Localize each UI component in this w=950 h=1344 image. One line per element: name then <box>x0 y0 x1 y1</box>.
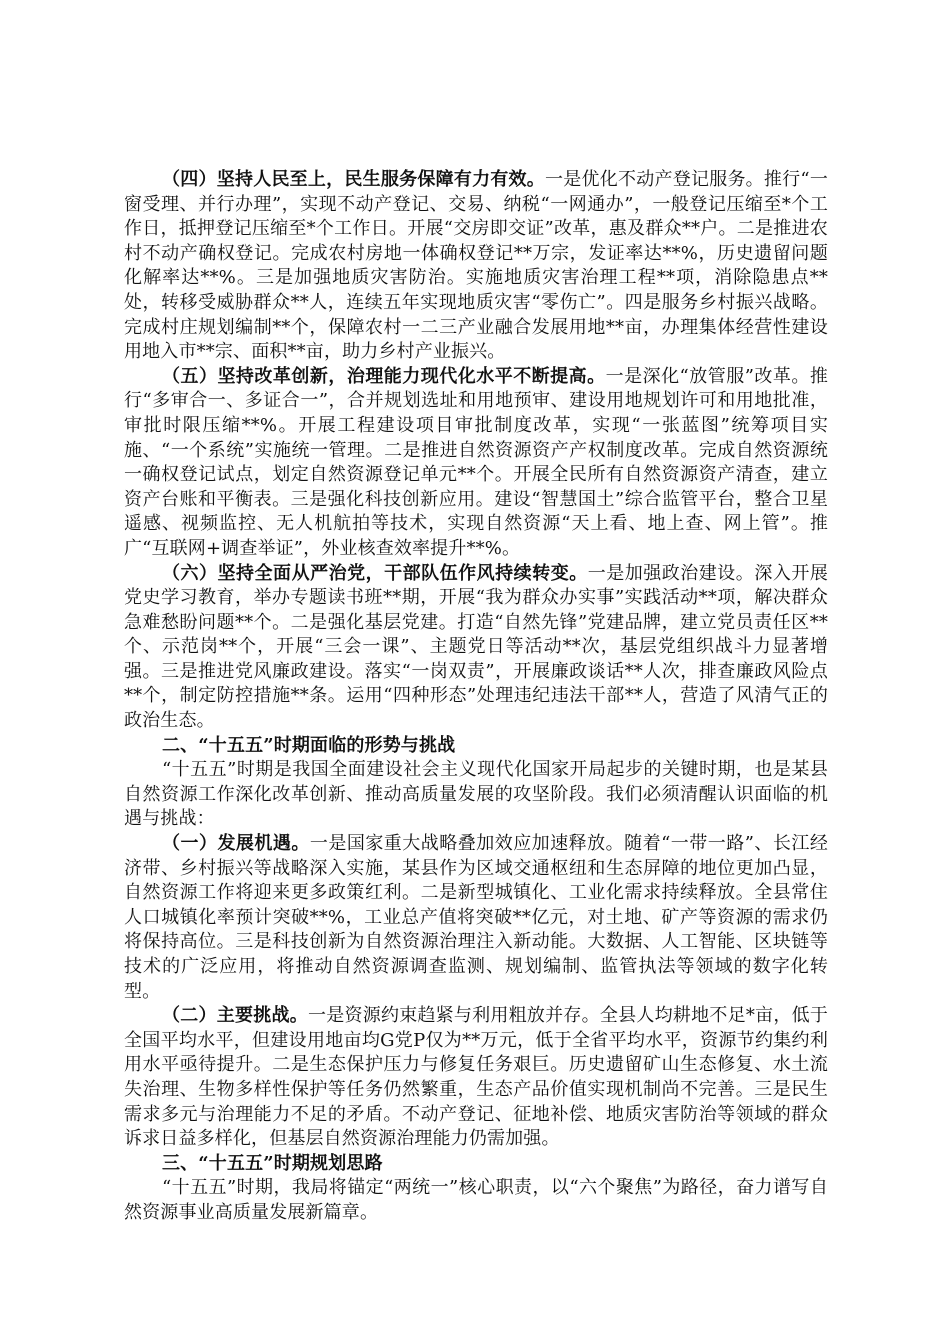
paragraph-section-4 <box>124 168 828 365</box>
paragraph-lead: （一）发展机遇。 <box>162 833 310 855</box>
paragraph-section-5 <box>124 365 828 562</box>
paragraph-challenges <box>124 1004 828 1152</box>
paragraph-text: 一是资源约束趋紧与利用粗放并存。全县人均耕地不足*亩，低于全国平均水平，但建设用地亩均G党P仅为**万元，低于全省平均水平，资源节约集约利用水平亟待提升。二是生态保护压力与修复任务艰巨。历史遗留矿山生态修复、水土流失治理、生物多样性保护等任务仍然繁重，生态产品价值实现机制尚不完善。三是民生需求多元与治理能力不足的矛盾。不动产登记、征地补偿、地质灾害防治等领域的群众诉求日益多样化，但基层自然资源治理能力仍需加强。 <box>124 1005 828 1150</box>
paragraph-text: 一是加强政治建设。深入开展党史学习教育，举办专题读书班**期，开展“我为群众办实事”实践活动**项，解决群众急难愁盼问题**个。二是强化基层党建。打造“自然先锋”党建品牌，建立党员责任区**个、示范岗**个，开展“三会一课”、主题党日等活动**次，基层党组织战斗力显著增强。三是推进党风廉政建设。落实“一岗双责”，开展廉政谈话**人次，排查廉政风险点**个，制定防控措施**条。运用“四种形态”处理违纪违法干部**人，营造了风清气正的政治生态。 <box>124 562 829 732</box>
paragraph-lead: （四）坚持人民至上，民生服务保障有力有效。 <box>162 169 546 190</box>
paragraph-lead: （二）主要挑战。 <box>162 1005 308 1027</box>
paragraph-lead: （六）坚持全面从严治党，干部队伍作风持续转变。 <box>162 562 588 584</box>
paragraph-intro-2 <box>124 758 828 832</box>
paragraph-text: “十五五”时期是我国全面建设社会主义现代化国家开局起步的关键时期，也是某县自然资源工作深化改革创新、推动高质量发展的攻坚阶段。我们必须清醒认识面临的机遇与挑战： <box>124 759 828 830</box>
document-body <box>124 168 828 1226</box>
paragraph-text: 一是深化“放管服”改革。推行“多审合一、多证合一”，合并规划选址和用地预审、建设用地规划许可和用地批准，审批时限压缩**%。开展工程建设项目审批制度改革，实现“一张蓝图”统筹项目实施、“一个系统”实施统一管理。二是推进自然资源资产产权制度改革。完成自然资源统一确权登记试点，划定自然资源登记单元**个。开展全民所有自然资源资产清查，建立资产台账和平衡表。三是强化科技创新应用。建设“智慧国土”综合监管平台，整合卫星遥感、视频监控、无人机航拍等技术，实现自然资源“天上看、地上查、网上管”。推广“互联网+调查举证”，外业核查效率提升**%。 <box>124 365 828 559</box>
paragraph-section-6 <box>124 562 828 734</box>
section-heading-3: 三、“十五五”时期规划思路 <box>162 1152 383 1174</box>
paragraph-text: 一是优化不动产登记服务。推行“一窗受理、并行办理”，实现不动产登记、交易、纳税“一网通办”，一般登记压缩至*个工作日，抵押登记压缩至*个工作日。开展“交房即交证”改革，惠及群众**户。二是推进农村不动产确权登记。完成农村房地一体确权登记**万宗，发证率达**%，历史遗留问题化解率达**%。三是加强地质灾害防治。实施地质灾害治理工程**项，消除隐患点**处，转移受威胁群众**人，连续五年实现地质灾害“零伤亡”。四是服务乡村振兴战略。完成村庄规划编制**个，保障农村一二三产业融合发展用地**亩，办理集体经营性建设用地入市**宗、面积**亩，助力乡村产业振兴。 <box>124 169 828 363</box>
paragraph-intro-3 <box>124 1176 828 1225</box>
paragraph-text: “十五五”时期，我局将锚定“两统一”核心职责，以“六个聚焦”为路径，奋力谱写自然资源事业高质量发展新篇章。 <box>124 1177 828 1223</box>
paragraph-text: 一是国家重大战略叠加效应加速释放。随着“一带一路”、长江经济带、乡村振兴等战略深入实施，某县作为区域交通枢纽和生态屏障的地位更加凸显，自然资源工作将迎来更多政策红利。二是新型城镇化、工业化需求持续释放。全县常住人口城镇化率预计突破**%，工业总产值将突破**亿元，对土地、矿产等资源的需求仍将保持高位。三是科技创新为自然资源治理注入新动能。大数据、人工智能、区块链等技术的广泛应用，将推动自然资源调查监测、规划编制、监管执法等领域的数字化转型。 <box>124 833 828 1002</box>
paragraph-opportunities <box>124 832 828 1004</box>
section-heading-2: 二、“十五五”时期面临的形势与挑战 <box>162 734 456 756</box>
paragraph-lead: （五）坚持改革创新，治理能力现代化水平不断提高。 <box>162 365 606 387</box>
